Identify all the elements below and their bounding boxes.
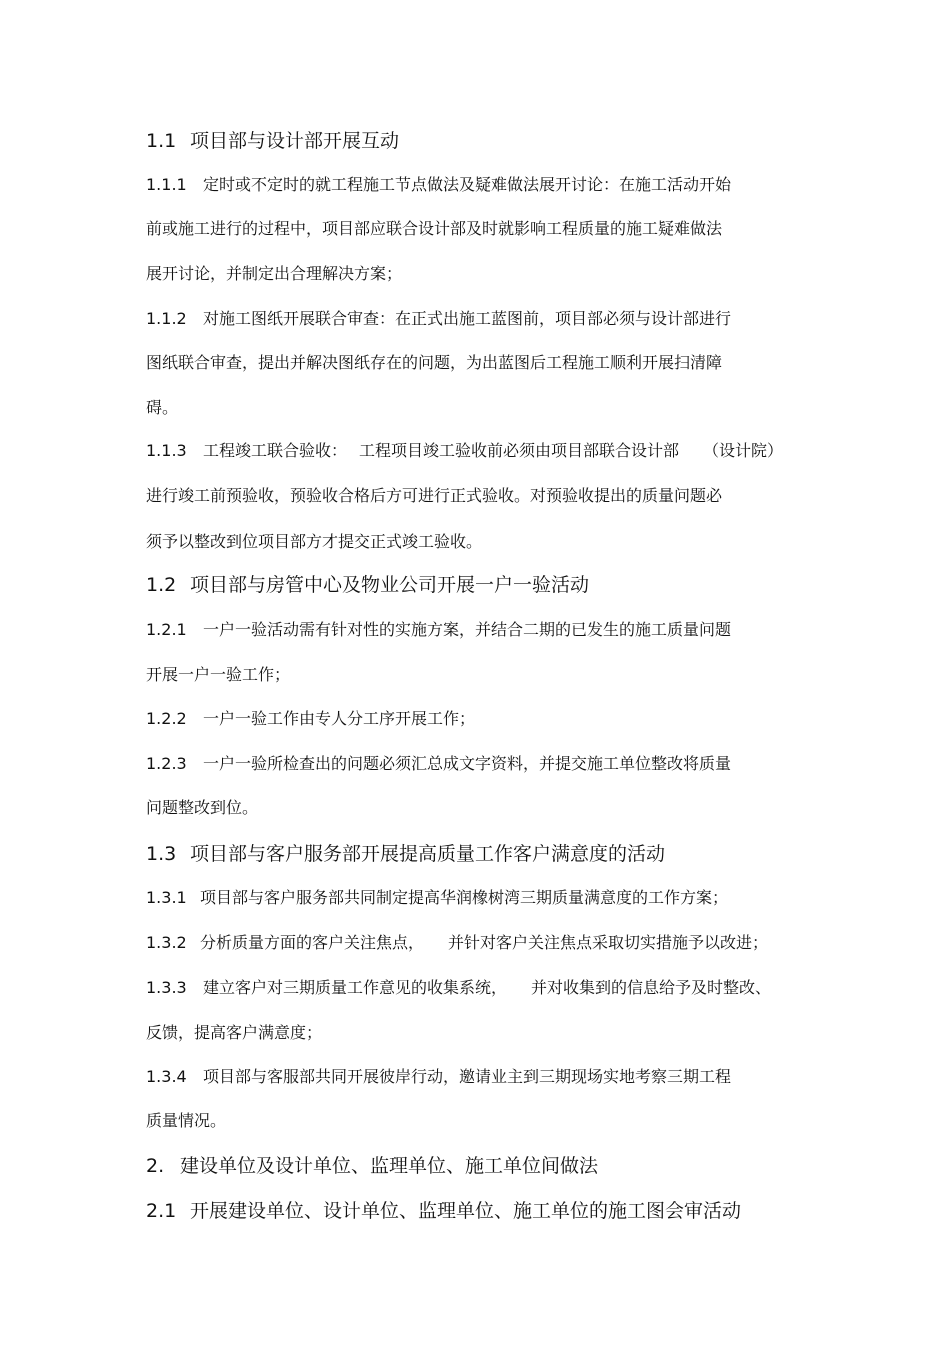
item-number: 1.2.3 <box>146 754 187 773</box>
paragraph-text: 对施工图纸开展联合审查：在正式出施工蓝图前，项目部必须与设计部进行 <box>203 309 732 328</box>
paragraph-text: 并对收集到的信息给予及时整改、 <box>531 978 772 997</box>
item-number: 1.1.2 <box>146 309 187 328</box>
paragraph-text: 图纸联合审查，提出并解决图纸存在的问题，为出蓝图后工程施工顺利开展扫清障 <box>146 353 723 372</box>
section-heading-1-3 <box>146 845 665 864</box>
paragraph-text: 并针对客户关注焦点采取切实措施予以改进； <box>448 933 769 952</box>
item-number: 1.2.1 <box>146 620 187 639</box>
paragraph-text: 前或施工进行的过程中，项目部应联合设计部及时就影响工程质量的施工疑难做法 <box>146 219 723 238</box>
item-number: 1.3.4 <box>146 1067 187 1086</box>
item-number: 1.2.2 <box>146 709 187 728</box>
section-title: 建设单位及设计单位、监理单位、施工单位间做法 <box>180 1155 599 1177</box>
section-title: 项目部与设计部开展互动 <box>190 130 400 152</box>
section-title: 开展建设单位、设计单位、监理单位、施工单位的施工图会审活动 <box>190 1200 742 1222</box>
paragraph-text: 进行竣工前预验收，预验收合格后方可进行正式验收。对预验收提出的质量问题必 <box>146 486 723 505</box>
paragraph-1-1-1-line-3 <box>146 266 402 282</box>
item-number: 1.3.1 <box>146 888 187 907</box>
item-number: 1.1.3 <box>146 441 187 460</box>
paragraph-1-1-2-line-3 <box>146 400 178 416</box>
paragraph-text: 一户一验所检查出的问题必须汇总成文字资料，并提交施工单位整改将质量 <box>203 754 732 773</box>
paragraph-text: 反馈，提高客户满意度； <box>146 1023 323 1042</box>
section-title: 项目部与房管中心及物业公司开展一户一验活动 <box>190 574 590 596</box>
paragraph-1-1-3-line-2 <box>146 488 722 504</box>
paragraph-text: 工程竣工联合验收： <box>203 441 348 460</box>
paragraph-1-3-3-line-2 <box>146 1025 322 1041</box>
paragraph-text: 问题整改到位。 <box>146 798 259 817</box>
paragraph-1-1-2-line-1 <box>146 311 731 327</box>
section-title: 项目部与客户服务部开展提高质量工作客户满意度的活动 <box>190 843 666 865</box>
section-number: 1.3 <box>146 843 177 865</box>
paragraph-text: 一户一验工作由专人分工序开展工作； <box>203 709 476 728</box>
paragraph-text: 一户一验活动需有针对性的实施方案，并结合二期的已发生的施工质量问题 <box>203 620 732 639</box>
paragraph-1-2-1-line-2 <box>146 667 290 683</box>
paragraph-text: 须予以整改到位项目部方才提交正式竣工验收。 <box>146 532 483 551</box>
paragraph-text: （设计院） <box>703 441 784 460</box>
paragraph-1-2-3-line-2 <box>146 800 258 816</box>
paragraph-1-3-4-line-1 <box>146 1069 731 1085</box>
section-heading-2 <box>146 1157 598 1176</box>
paragraph-text: 分析质量方面的客户关注焦点， <box>200 933 425 952</box>
section-number: 1.2 <box>146 574 177 596</box>
paragraph-text: 项目部与客户服务部共同制定提高华润橡树湾三期质量满意度的工作方案； <box>200 888 729 907</box>
paragraph-text: 建立客户对三期质量工作意见的收集系统， <box>203 978 508 997</box>
section-number: 2. <box>146 1155 165 1177</box>
paragraph-text: 工程项目竣工验收前必须由项目部联合设计部 <box>359 441 680 460</box>
paragraph-1-2-1-line-1 <box>146 622 731 638</box>
section-heading-2-1 <box>146 1202 741 1221</box>
paragraph-text: 项目部与客服部共同开展彼岸行动，邀请业主到三期现场实地考察三期工程 <box>203 1067 732 1086</box>
paragraph-1-1-3-line-1 <box>146 443 783 459</box>
item-number: 1.3.2 <box>146 933 187 952</box>
paragraph-1-3-1-line-1 <box>146 890 728 906</box>
paragraph-text: 开展一户一验工作； <box>146 665 291 684</box>
paragraph-1-1-3-line-3 <box>146 534 482 550</box>
paragraph-text: 展开讨论，并制定出合理解决方案； <box>146 264 403 283</box>
section-number: 1.1 <box>146 130 177 152</box>
paragraph-text: 定时或不定时的就工程施工节点做法及疑难做法展开讨论：在施工活动开始 <box>203 175 732 194</box>
paragraph-1-3-3-line-1 <box>146 980 771 996</box>
paragraph-1-1-2-line-2 <box>146 355 722 371</box>
item-number: 1.1.1 <box>146 175 187 194</box>
paragraph-1-2-2-line-1 <box>146 711 475 727</box>
paragraph-1-1-1-line-1 <box>146 177 731 193</box>
paragraph-text: 质量情况。 <box>146 1111 227 1130</box>
paragraph-1-3-4-line-2 <box>146 1113 226 1129</box>
section-number: 2.1 <box>146 1200 177 1222</box>
paragraph-1-3-2-line-1 <box>146 935 768 951</box>
item-number: 1.3.3 <box>146 978 187 997</box>
section-heading-1-1 <box>146 132 399 151</box>
paragraph-1-2-3-line-1 <box>146 756 731 772</box>
paragraph-1-1-1-line-2 <box>146 221 722 237</box>
section-heading-1-2 <box>146 576 589 595</box>
paragraph-text: 碍。 <box>146 398 179 417</box>
